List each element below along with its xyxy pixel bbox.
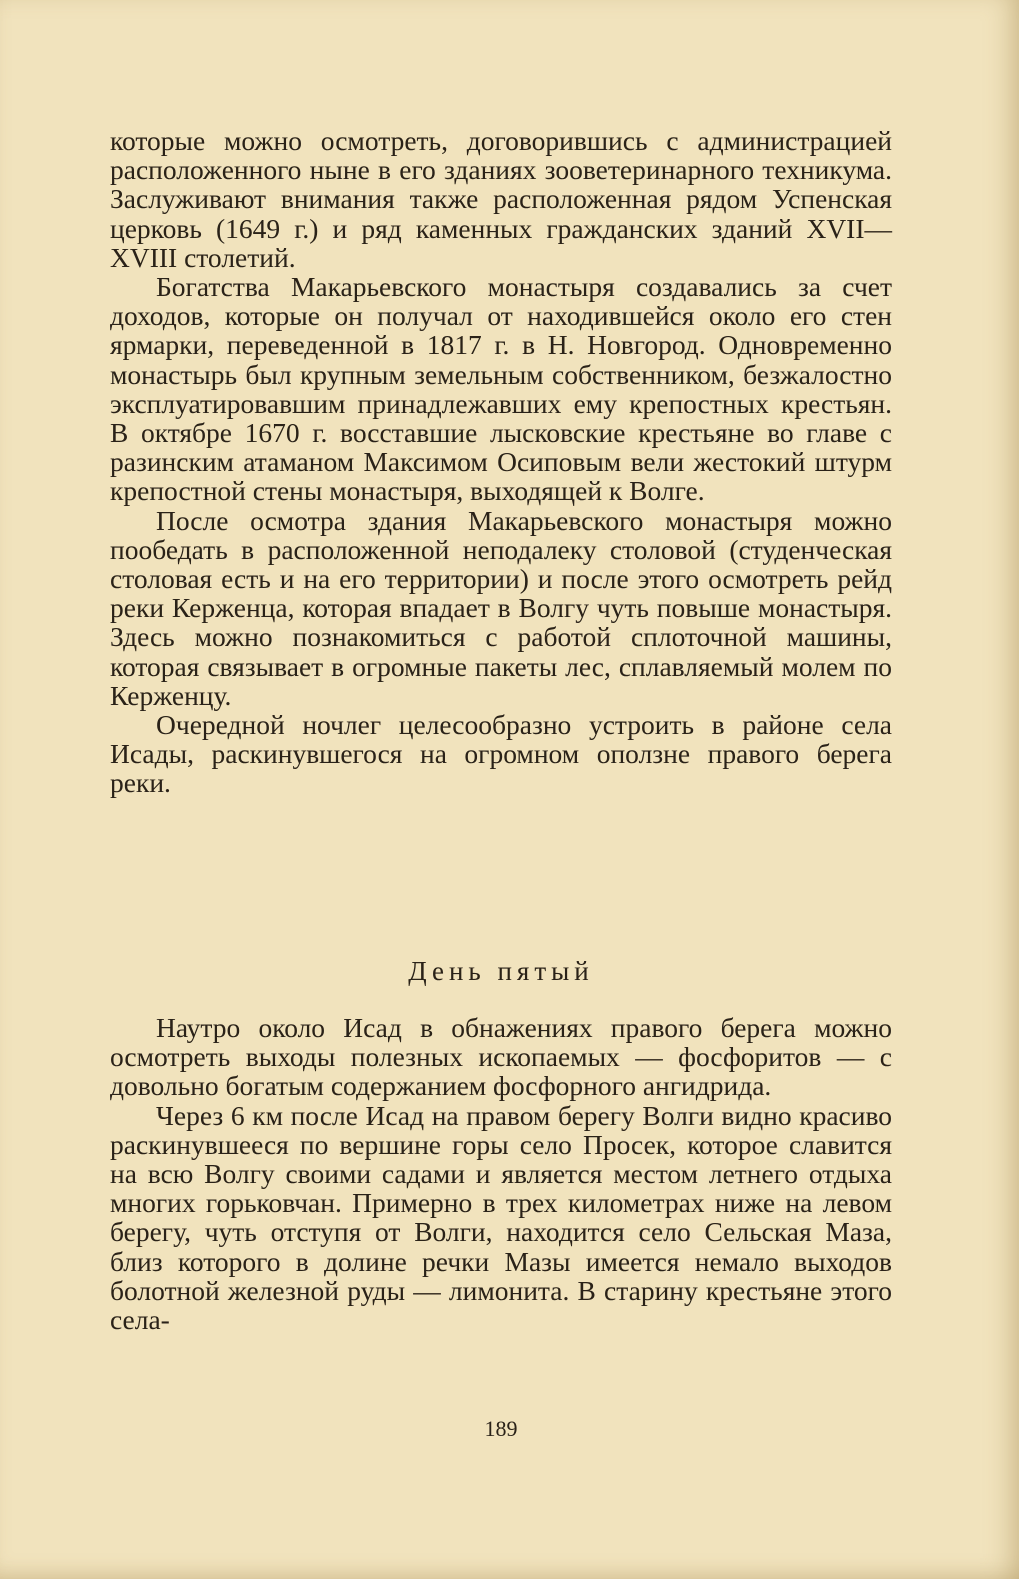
paragraph: Наутро около Исад в обнажениях правого берега можно осмотреть выходы полезных ископаемых — фосфоритов — с довольно богатым содержанием фосфорного ангидрида. (110, 1012, 892, 1102)
body-text-top (110, 126, 892, 798)
paragraph: Через 6 км после Исад на правом берегу Волги видно красиво раскинувшееся по вершине горы село Просек, которое славится на всю Волгу своими садами и является местом летнего отдыха многих горьковчан. Примерно в трех километрах ниже на левом берегу, чуть отступя от Волги, находится село Сельская Маза, близ которого в долине речки Мазы имеется немало выходов болотной железной руды — лимонита. В старину крестьяне этого села- (110, 1099, 892, 1336)
paragraph: Богатства Макарьевского монастыря создавались за счет доходов, которые он получал от находившейся около его стен ярмарки, переведенной в 1817 г. в Н. Новгород. Одновременно монастырь был крупным земельным собственником, безжалостно эксплуатировавшим принадлежавших ему крепостных крестьян. В октябре 1670 г. восставшие лысковские крестьяне во главе с разинским атаманом Максимом Осиповым вели жестокий штурм крепостной стены монастыря, выходящей к Волге. (110, 271, 892, 507)
paragraph: После осмотра здания Макарьевского монастыря можно пообедать в расположенной неподалеку столовой (студенческая столовая есть и на его территории) и после этого осмотреть рейд реки Керженца, которая впадает в Волгу чуть повыше монастыря. Здесь можно познакомиться с работой сплоточной машины, которая связывает в огромные пакеты лес, сплавляемый молем по Керженцу. (110, 504, 892, 711)
body-text-bottom (110, 1013, 892, 1334)
page-number: 189 (484, 1416, 518, 1441)
paragraph: Очередной ночлег целесообразно устроить в районе села Исады, раскинувшегося на огромном оползне правого берега реки. (110, 709, 892, 799)
paragraph: которые можно осмотреть, договорившись с администрацией расположенного ныне в его зданиях зооветеринарного техникума. Заслуживают внимания также расположенная рядом Успенская церковь (1649 г.) и ряд каменных гражданских зданий XVII—XVIII столетий. (110, 125, 892, 273)
section-heading: День пятый (408, 956, 594, 986)
